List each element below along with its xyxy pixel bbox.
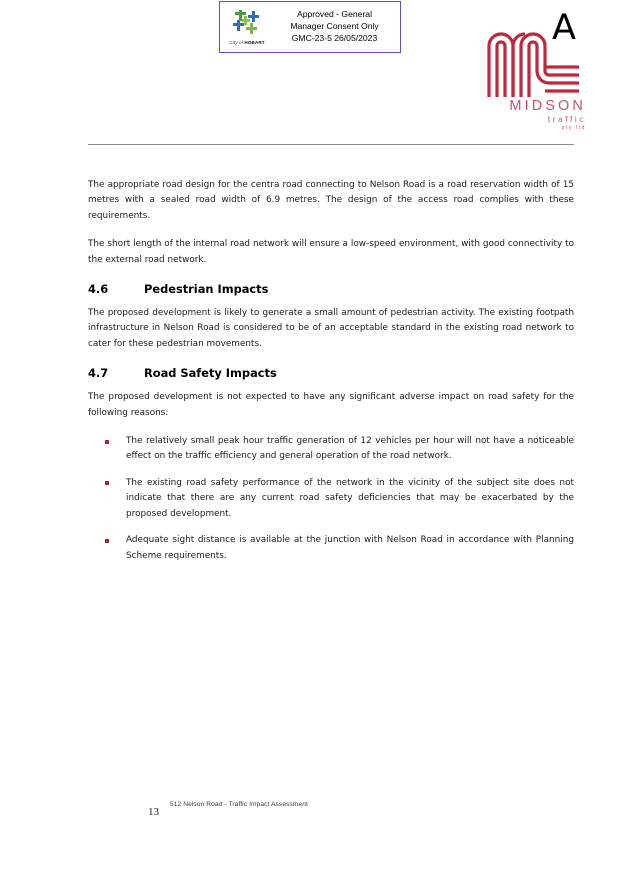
section-title-4-6: Pedestrian Impacts xyxy=(144,282,269,297)
footer-document-title: 512 Nelson Road - Traffic Impact Assessment xyxy=(170,801,308,808)
road-safety-reason-list xyxy=(88,434,574,564)
approval-stamp-text xyxy=(272,9,400,44)
list-item-text: Adequate sight distance is available at the junction with Nelson Road in accordance with Planning Scheme requirements. xyxy=(126,535,574,561)
page-number: 13 xyxy=(148,806,159,818)
hobart-pinwheel-icon xyxy=(232,10,262,38)
bullet-square-icon xyxy=(105,539,109,543)
section-heading-4-7 xyxy=(88,366,574,381)
midson-name: MIDSON xyxy=(509,98,586,114)
list-item-text: The relatively small peak hour traffic generation of 12 vehicles per hour will not have a noticeable effect on the traffic efficiency and general operation of the road network. xyxy=(126,436,574,462)
midson-road-mark-icon xyxy=(484,24,580,98)
list-item xyxy=(88,476,574,522)
list-item xyxy=(88,533,574,564)
bullet-square-icon xyxy=(105,481,109,485)
list-item xyxy=(88,434,574,465)
stamp-line-2: Manager Consent Only xyxy=(290,21,379,32)
section-4-7-paragraph-1: The proposed development is not expected to have any significant adverse impact on road safety for the following reasons: xyxy=(88,392,574,418)
hobart-wordmark-prefix: City of xyxy=(229,39,245,45)
section-number-4-6: 4.6 xyxy=(88,282,109,297)
approval-stamp xyxy=(219,1,401,53)
midson-traffic-logo xyxy=(484,24,594,132)
stamp-line-3: GMC-23-5 26/05/2023 xyxy=(291,32,378,43)
bullet-square-icon xyxy=(105,440,109,444)
annotation-letter-a: A xyxy=(552,8,576,48)
intro-paragraph-2: The short length of the internal road network will ensure a low-speed environment, with good connectivity to the external road network. xyxy=(88,239,574,265)
section-number-4-7: 4.7 xyxy=(88,366,109,381)
list-item-text: The existing road safety performance of the network in the vicinity of the subject site does not indicate that there are any current road safety deficiencies that may be exacerbated by the proposed development. xyxy=(126,477,574,519)
header-divider xyxy=(88,144,574,145)
midson-sub: traffic xyxy=(547,115,586,124)
section-heading-4-6 xyxy=(88,282,574,297)
document-body xyxy=(88,178,574,575)
hobart-wordmark-name: HOBART xyxy=(244,39,265,45)
city-of-hobart-logo xyxy=(220,10,272,45)
stamp-line-1: Approved - General xyxy=(297,9,372,20)
page-header xyxy=(0,0,622,152)
intro-paragraph-1: The appropriate road design for the centra road connecting to Nelson Road is a road reservation width of 15 metres with a sealed road width of 6.9 metres. The design of the access road complies with these requirements. xyxy=(88,180,574,221)
page-footer xyxy=(0,798,622,828)
section-4-6-paragraph-1: The proposed development is likely to generate a small amount of pedestrian activity. The existing footpath infrastructure in Nelson Road is considered to be of an acceptable standard in the existing road network to cater for these pedestrian movements. xyxy=(88,308,574,349)
midson-sub2: pty ltd xyxy=(561,125,586,131)
midson-wordmark xyxy=(484,99,594,132)
hobart-wordmark xyxy=(229,40,264,45)
section-title-4-7: Road Safety Impacts xyxy=(144,366,277,381)
